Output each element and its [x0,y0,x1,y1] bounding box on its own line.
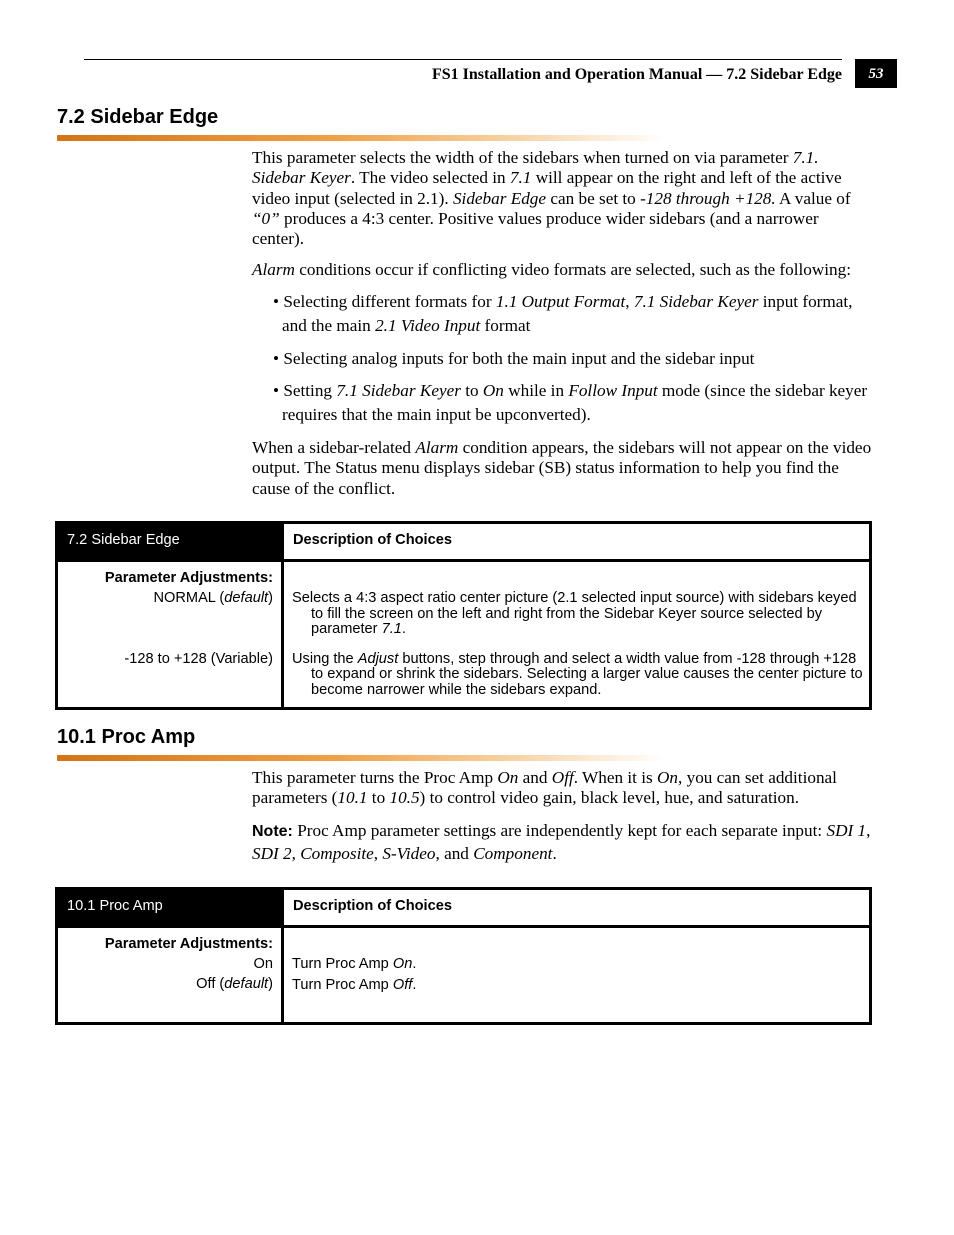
section-intro-paragraph [252,768,872,809]
section-underline [57,755,667,761]
parameter-name-cell: 7.2 Sidebar Edge [57,523,283,561]
adjustment-value: Off (default) [196,976,273,992]
note-label: Note: [252,823,293,840]
choice-description: Selects a 4:3 aspect ratio center picture (2.1 selected input source) with sidebars keyed to fill the screen on the left and right from the Sidebar Keyer source selected by parameter 7.1. [292,590,857,637]
adjustment-value: NORMAL (default) [153,590,273,606]
descriptions-cell [283,927,871,1024]
parameter-table [55,521,872,710]
page-number: 53 [855,59,897,88]
section-intro-paragraph [252,148,872,249]
bullet-item: • Setting 7.1 Sidebar Keyer to On while in Follow Input mode (since the sidebar keyer requires that the main input be upconverted). [273,381,868,424]
parameter-table [55,887,872,1025]
bullet-item: • Selecting analog inputs for both the main input and the sidebar input [273,349,755,368]
note-text: Proc Amp parameter settings are independently kept for each separate input: SDI 1, SDI 2, Composite, S-Video, and Component. [252,821,871,863]
adjustments-heading: Parameter Adjustments: [104,570,273,586]
closing-paragraph [252,438,872,499]
adjustments-heading: Parameter Adjustments: [104,936,273,952]
note-paragraph [252,820,872,865]
description-header: Description of Choices [283,523,871,561]
alarm-text: Alarm conditions occur if conflicting video formats are selected, such as the following: [252,260,852,279]
header-rule [84,59,842,60]
running-header: FS1 Installation and Operation Manual — 7.2 Sidebar Edge [432,66,842,83]
section-title: 10.1 Proc Amp [57,726,196,748]
intro-text: This parameter selects the width of the sidebars when turned on via parameter 7.1. Sidebar Keyer. The video selected in 7.1 will appear on the right and left of the active video input (selected in 2.1). Sidebar Edge can be set to -128 through +128. A value of “0” produces a 4:3 center. Positive values produce wider sidebars (and a narrower center). [252,148,851,249]
parameter-name-cell: 10.1 Proc Amp [57,889,283,927]
description-header: Description of Choices [283,889,871,927]
section-underline [57,135,667,141]
bullet-item: • Selecting different formats for 1.1 Output Format, 7.1 Sidebar Keyer input format, and the main 2.1 Video Input format [273,292,853,335]
adjustments-cell [57,927,283,1024]
adjustment-value: -128 to +128 (Variable) [124,651,273,667]
adjustments-cell [57,561,283,709]
alarm-paragraph [252,260,872,280]
choice-description: Turn Proc Amp Off. [292,976,417,993]
section-title: 7.2 Sidebar Edge [57,106,219,128]
choice-description: Using the Adjust buttons, step through and select a width value from -128 through +128 to expand or shrink the sidebars. Selecting a larger value causes the center picture to become narrower while the sidebars expand. [292,650,863,698]
adjustment-value: On [253,956,273,972]
descriptions-cell [283,561,871,709]
closing-text: When a sidebar-related Alarm condition appears, the sidebars will not appear on the video output. The Status menu displays sidebar (SB) status information to help you find the cause of the conflict. [252,438,872,498]
intro-text: This parameter turns the Proc Amp On and Off. When it is On, you can set additional parameters (10.1 to 10.5) to control video gain, black level, hue, and saturation. [252,768,837,808]
choice-description: Turn Proc Amp On. [292,956,417,972]
